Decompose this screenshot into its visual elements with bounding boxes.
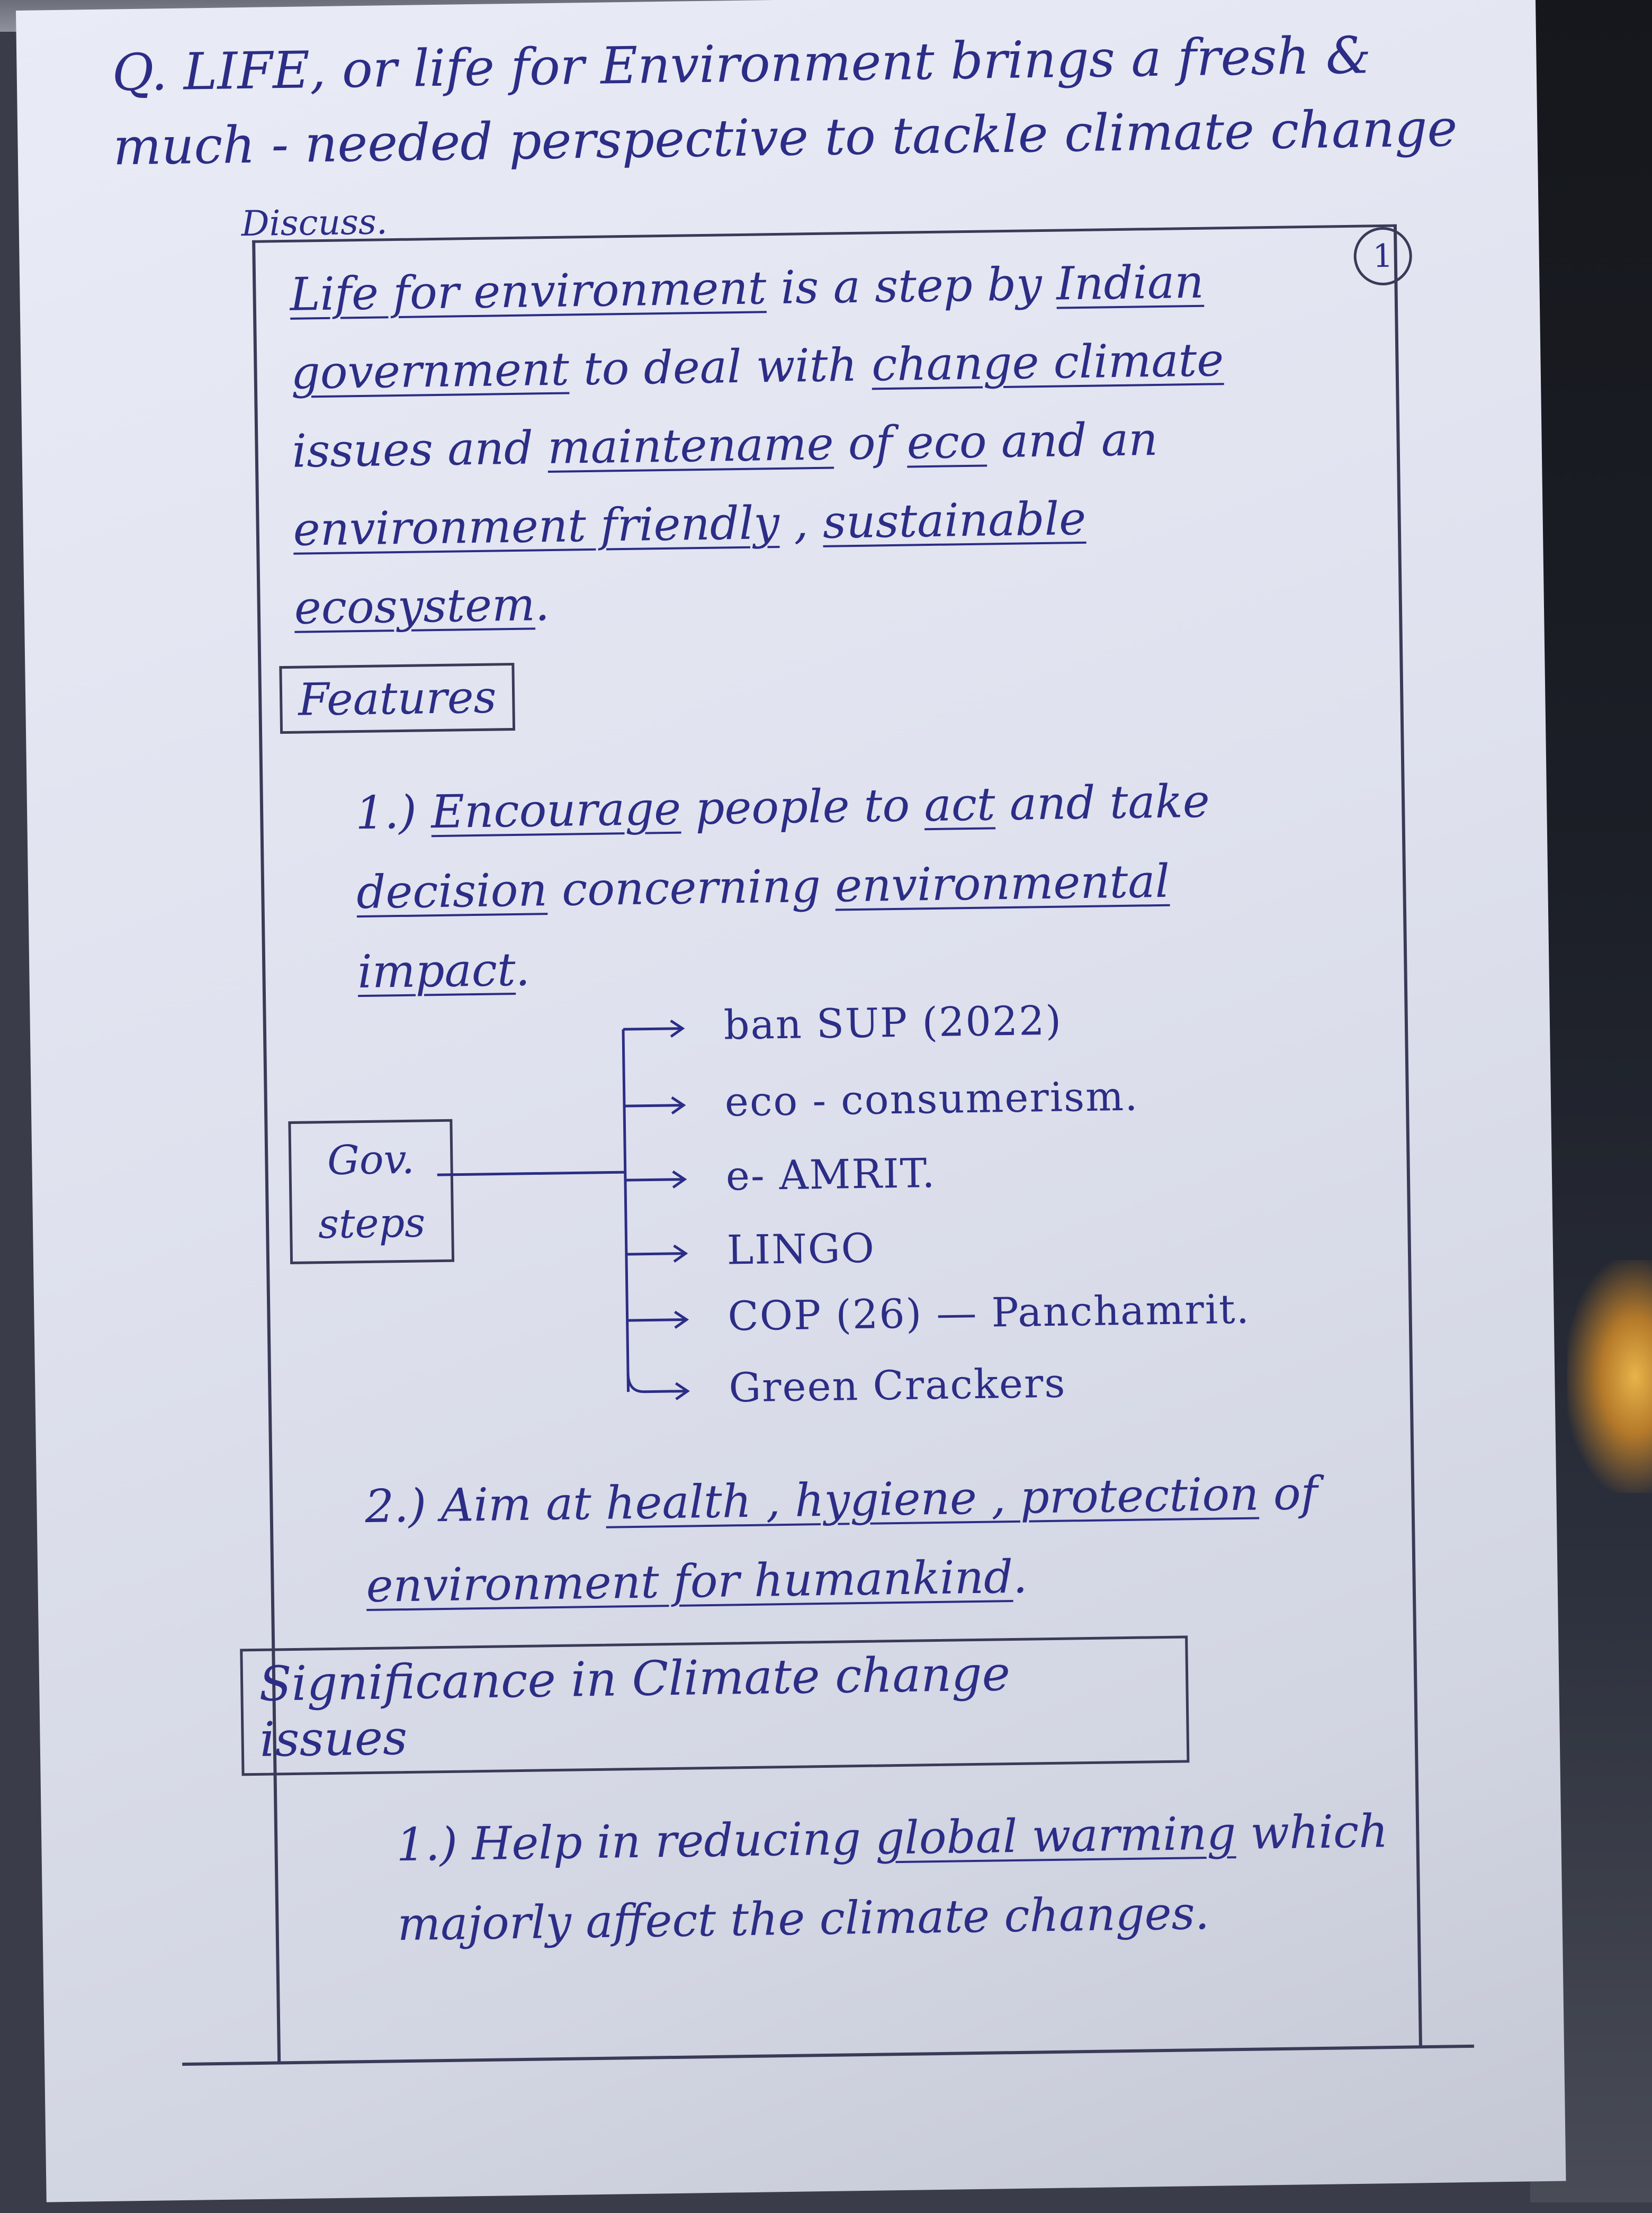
gov-step-item: e- AMRIT.	[725, 1149, 936, 1200]
gov-steps-box: Gov. steps	[288, 1119, 454, 1264]
intro-text: .	[534, 578, 550, 632]
gov-step-item: eco - consumerism.	[724, 1072, 1139, 1126]
point-text: people to	[680, 779, 925, 835]
point-term: environment for humankind	[365, 1551, 1013, 1613]
intro-term: maintename	[547, 417, 834, 475]
question-instruction: Discuss.	[241, 201, 388, 245]
point-text: and take	[994, 775, 1210, 831]
intro-text: of	[833, 416, 908, 471]
point-term: global warming	[875, 1807, 1236, 1865]
intro-text: and an	[986, 412, 1159, 469]
feature-point-2	[364, 1453, 1399, 1626]
point-number: 1.)	[355, 786, 417, 840]
significance-point-1	[396, 1792, 1404, 1964]
point-text: Help in reducing	[471, 1812, 876, 1871]
point-number: 2.)	[364, 1479, 427, 1534]
features-heading: Features	[279, 663, 515, 734]
point-term: act	[923, 778, 996, 832]
point-term: environmental impact	[357, 854, 1170, 999]
point-term: health , hygiene , protection	[605, 1468, 1260, 1530]
point-term: decision	[356, 863, 548, 920]
point-text: concerning	[547, 859, 836, 917]
gov-step-item: LINGO	[726, 1224, 876, 1274]
intro-term: environment friendly	[293, 496, 780, 556]
point-number: 1.)	[396, 1818, 458, 1872]
page-number: 1	[1353, 227, 1413, 286]
intro-term: sustainable ecosystem	[294, 492, 1087, 635]
intro-text: issues and	[291, 421, 548, 478]
feature-point-1	[355, 760, 1337, 1012]
intro-term: eco	[906, 415, 987, 470]
gov-step-item: ban SUP (2022)	[723, 996, 1063, 1049]
intro-text: ,	[779, 496, 823, 550]
lamp-glow	[1567, 1260, 1652, 1493]
question-label: Q.	[111, 42, 168, 103]
intro-paragraph	[290, 241, 1343, 647]
question-text	[112, 16, 1501, 184]
intro-term: change climate	[871, 334, 1224, 392]
gov-step-item: COP (26) — Panchamrit.	[727, 1285, 1251, 1340]
intro-text: is a step by	[766, 257, 1057, 315]
point-text: .	[1012, 1550, 1028, 1604]
intro-term: Indian government	[290, 255, 1205, 400]
point-text: Aim at	[440, 1477, 606, 1533]
point-term: Encourage	[430, 782, 681, 839]
intro-term: Life for environment	[289, 262, 767, 321]
significance-heading: Significance in Climate change issues	[240, 1635, 1189, 1776]
point-text: which majorly affect the climate changes.	[397, 1805, 1389, 1951]
intro-text: to deal with	[569, 338, 872, 396]
answer-sheet	[16, 0, 1566, 2202]
point-text: .	[515, 943, 531, 996]
question-body: LIFE, or life for Environment brings a fresh & much - needed perspective to tackle climate change	[112, 25, 1458, 177]
point-text: of	[1258, 1467, 1318, 1521]
gov-step-item: Green Crackers	[728, 1359, 1066, 1411]
